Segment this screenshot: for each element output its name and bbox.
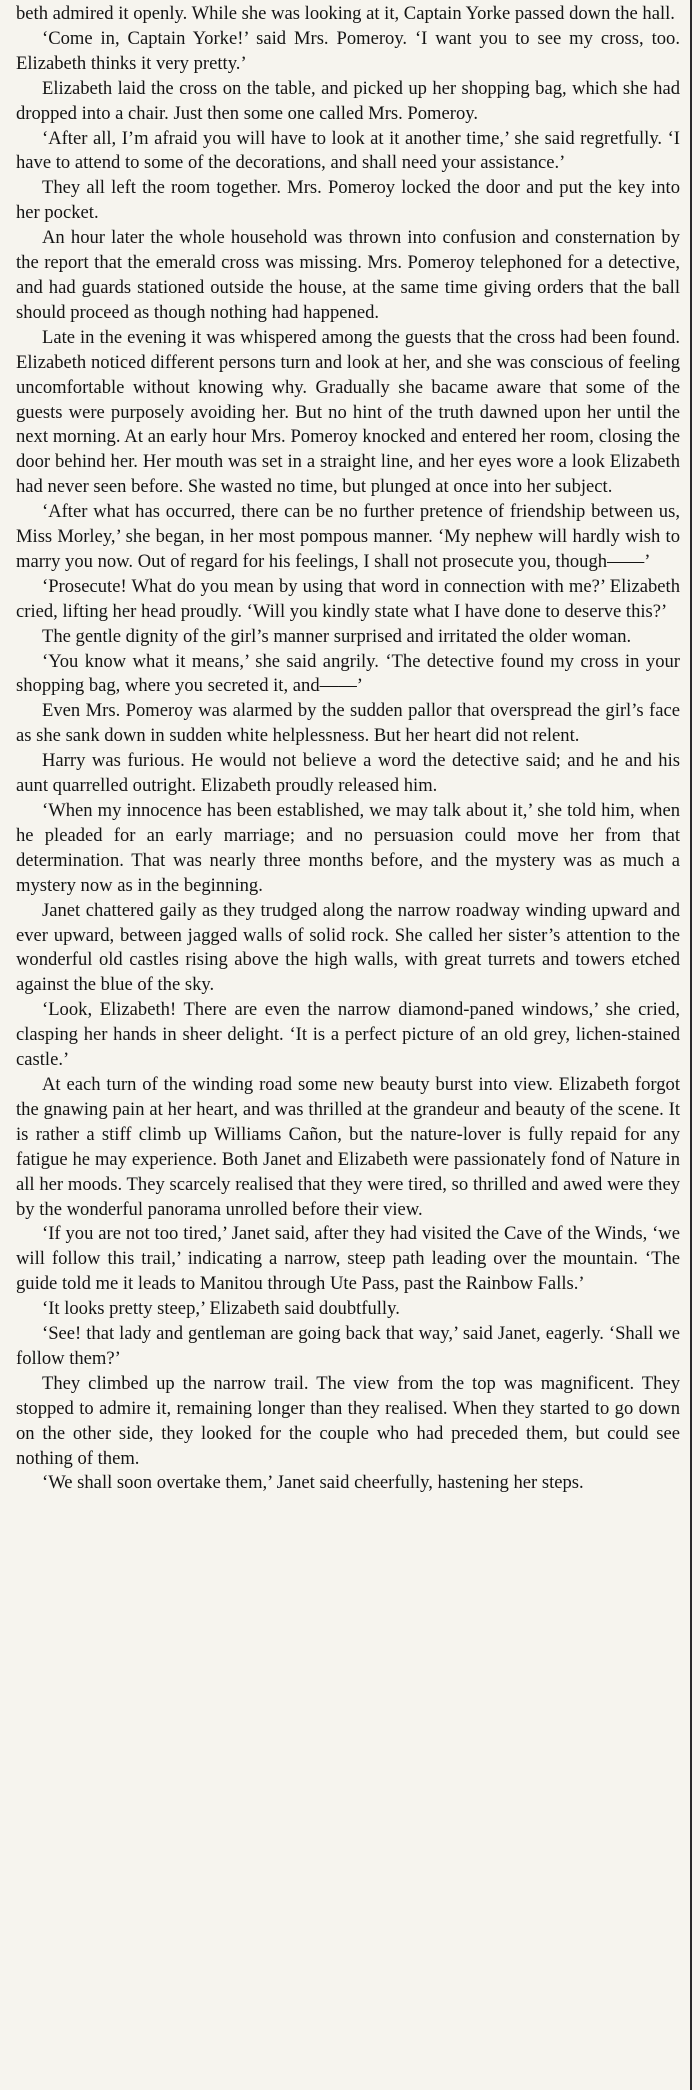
story-paragraph: ‘After what has occurred, there can be no further pretence of friendship between us, Miss Morley,’ she began, in her most pompous manner. ‘My nephew will hardly wish to marry you now. Out of regard for his feelings, I shall not prosecute you, though——’: [16, 501, 680, 572]
story-paragraph: An hour later the whole household was thrown into confusion and consternation by the report that the emerald cross was missing. Mrs. Pomeroy telephoned for a detective, and had guards stationed outside the house, at the same time giving orders that the ball should proceed as though nothing had happened.: [16, 227, 680, 323]
story-paragraph: ‘See! that lady and gentleman are going back that way,’ said Janet, eagerly. ‘Shall we follow them?’: [16, 1323, 680, 1369]
story-text-column: [16, 2, 680, 1496]
story-paragraph: At each turn of the winding road some new beauty burst into view. Elizabeth forgot the gnawing pain at her heart, and was thrilled at the grandeur and beauty of the scene. It is rather a stiff climb up Williams Cañon, but the nature-lover is fully repaid for any fatigue he may experience. Both Janet and Elizabeth were passionately fond of Nature in all her moods. They scarcely realised that they were tired, so thrilled and awed were they by the wonderful panorama unrolled before their view.: [16, 1073, 680, 1220]
story-paragraph: ‘Prosecute! What do you mean by using that word in connection with me?’ Elizabeth cried, lifting her head proudly. ‘Will you kindly state what I have done to deserve this?’: [16, 575, 680, 622]
story-paragraph: ‘When my innocence has been established, we may talk about it,’ she told him, when he pleaded for an early marriage; and no persuasion could move her from that determination. That was nearly three months before, and the mystery was as much a mystery now as in the beginning.: [16, 800, 680, 896]
story-paragraph: Elizabeth laid the cross on the table, and picked up her shopping bag, which she had dropped into a chair. Just then some one called Mrs. Pomeroy.: [16, 77, 680, 124]
story-paragraph: The gentle dignity of the girl’s manner surprised and irritated the older woman.: [42, 625, 632, 647]
story-paragraph: They all left the room together. Mrs. Pomeroy locked the door and put the key into her pocket.: [16, 177, 680, 224]
story-paragraph: ‘After all, I’m afraid you will have to look at it another time,’ she said regretfully. ‘I have to attend to some of the decorations, and shall need your assistance.’: [16, 127, 680, 174]
story-paragraph: Even Mrs. Pomeroy was alarmed by the sudden pallor that overspread the girl’s face as she sank down in sudden white helplessness. But her heart did not relent.: [16, 700, 680, 747]
story-paragraph: ‘If you are not too tired,’ Janet said, after they had visited the Cave of the Winds, ‘we will follow this trail,’ indicating a narrow, steep path leading over the mountain. ‘The guide told me it leads to Manitou through Ute Pass, past the Rainbow Falls.’: [16, 1223, 680, 1295]
story-paragraph: Late in the evening it was whispered among the guests that the cross had been found. Elizabeth noticed different persons turn and look at her, and she was conscious of feeling uncomfortable without knowing why. Gradually she bacame aware that some of the guests were purposely avoiding her. But no hint of the truth dawned upon her until the next morning. At an early hour Mrs. Pomeroy knocked and entered her room, closing the door behind her. Her mouth was set in a straight line, and her eyes wore a look Elizabeth had never seen before. She wasted no time, but plunged at once into her subject.: [16, 326, 680, 498]
story-paragraph: Harry was furious. He would not believe a word the detective said; and he and his aunt quarrelled outright. Elizabeth proudly released him.: [16, 750, 680, 797]
story-paragraph: ‘You know what it means,’ she said angrily. ‘The detective found my cross in your shopping bag, where you secreted it, and——’: [16, 650, 680, 697]
story-paragraph: beth admired it openly. While she was looking at it, Captain Yorke passed down the hall.: [16, 3, 675, 24]
story-paragraph: ‘It looks pretty steep,’ Elizabeth said doubtfully.: [42, 1298, 400, 1320]
column-divider-rule: [690, 0, 692, 2090]
story-paragraph: ‘We shall soon overtake them,’ Janet said cheerfully, hastening her steps.: [42, 1472, 584, 1494]
story-paragraph: ‘Look, Elizabeth! There are even the narrow diamond-paned windows,’ she cried, clasping her hands in sheer delight. ‘It is a perfect picture of an old grey, lichen-stained castle.’: [16, 999, 680, 1071]
story-paragraph: Janet chattered gaily as they trudged along the narrow roadway winding upward and ever upward, between jagged walls of solid rock. She called her sister’s attention to the wonderful old castles rising above the high walls, with great turrets and towers etched against the blue of the sky.: [16, 899, 680, 996]
story-paragraph: They climbed up the narrow trail. The view from the top was magnificent. They stopped to admire it, remaining longer than they realised. When they started to go down on the other side, they looked for the couple who had preceded them, but could see nothing of them.: [16, 1372, 680, 1469]
story-paragraph: ‘Come in, Captain Yorke!’ said Mrs. Pomeroy. ‘I want you to see my cross, too. Elizabeth thinks it very pretty.’: [16, 27, 680, 74]
